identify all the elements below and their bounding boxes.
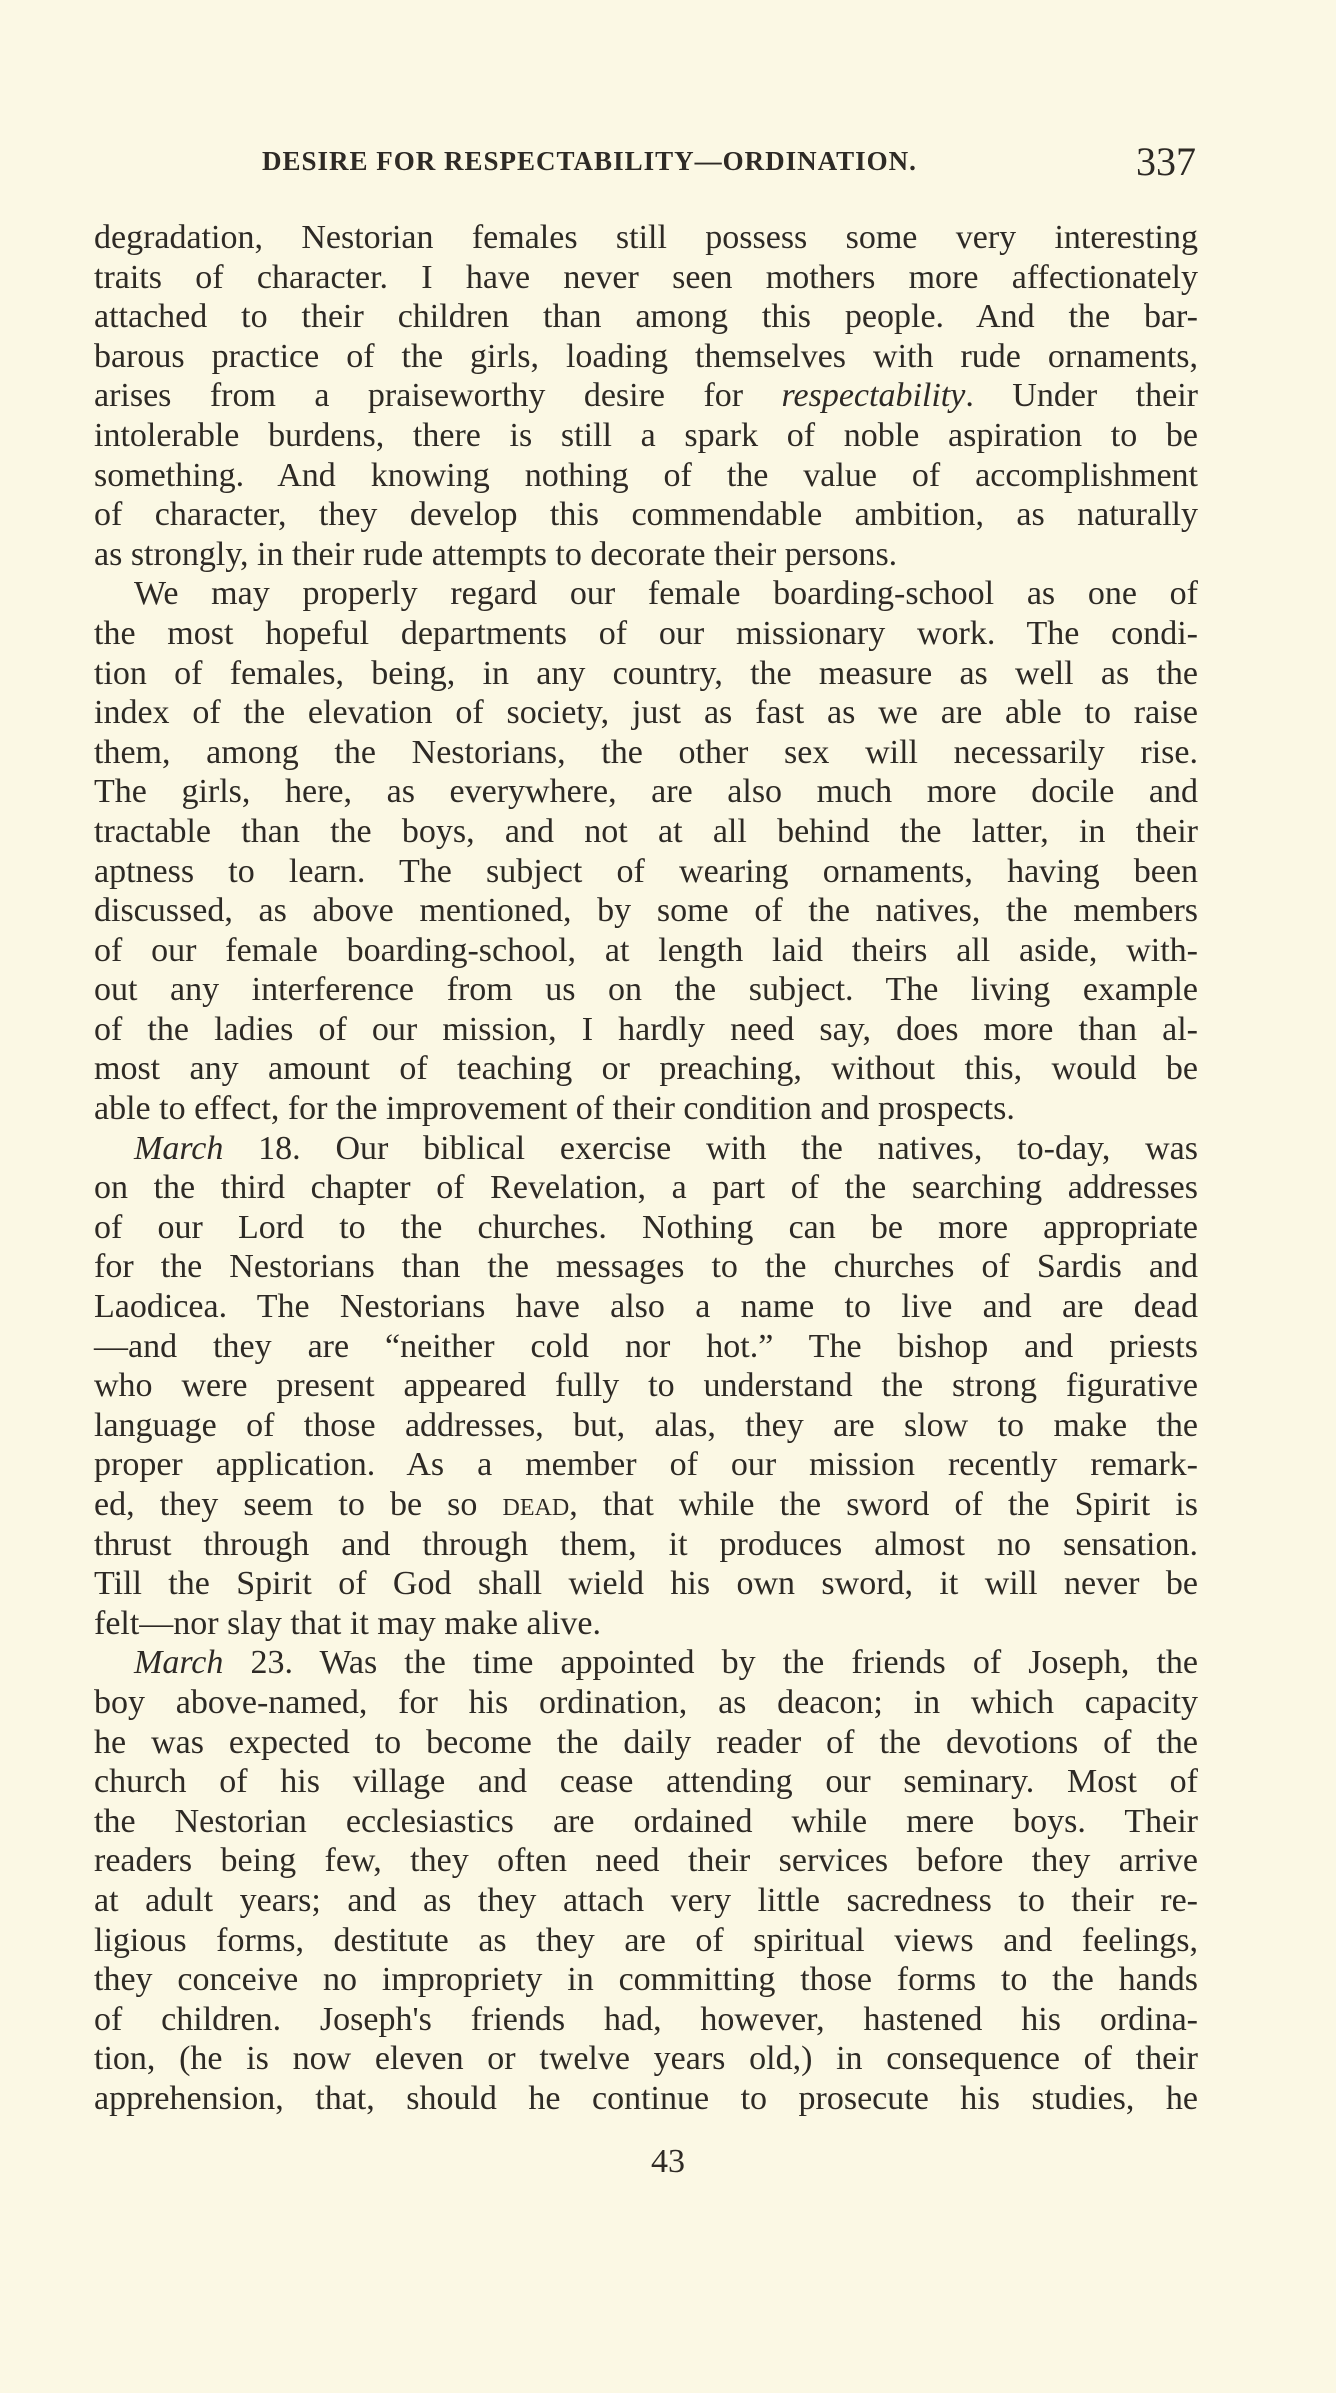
text-line: who were present appeared fully to understand the strong figurative [94,1367,1198,1405]
text-line: traits of character. I have never seen mothers more affectionately [94,258,1198,296]
text-line [94,1643,1198,1683]
text-segment: , that while the sword of the Spirit is [569,1486,1198,1523]
text-line: index of the elevation of society, just as fast as we are able to raise [94,694,1198,732]
text-line: of character, they develop this commendable ambition, as naturally [94,496,1198,534]
text-line: Till the Spirit of God shall wield his own sword, it will never be [94,1565,1198,1603]
text-line: most any amount of teaching or preaching, without this, would be [94,1050,1198,1088]
text-line: something. And knowing nothing of the value of accomplishment [94,456,1198,494]
text-line: ligious forms, destitute as they are of spiritual views and feelings, [94,1921,1198,1959]
italic-text: respectability [781,377,966,415]
text-line: aptness to learn. The subject of wearing ornaments, having been [94,852,1198,890]
text-line: at adult years; and as they attach very little sacredness to their re- [94,1881,1198,1919]
italic-text: March [134,1129,224,1167]
text-line: degradation, Nestorian females still possess some very interesting [94,219,1198,256]
text-line: Laodicea. The Nestorians have also a name to live and are dead [94,1288,1198,1326]
text-line: tractable than the boys, and not at all behind the latter, in their [94,812,1198,850]
running-title: DESIRE FOR RESPECTABILITY—ORDINATION. [262,146,917,176]
running-header [262,138,1196,188]
text-line: We may properly regard our female boarding-school as one of [134,575,1198,613]
paragraph [94,574,1198,1128]
text-line: out any interference from us on the subject. The living example [94,971,1198,1009]
text-line [94,376,1198,416]
text-line: tion of females, being, in any country, the measure as well as the [94,654,1198,692]
text-line: church of his village and cease attending our seminary. Most of [94,1763,1198,1801]
text-line: language of those addresses, but, alas, they are slow to make the [94,1406,1198,1444]
text-line: barous practice of the girls, loading themselves with rude ornaments, [94,337,1198,375]
body-text [94,218,1198,2119]
text-line: of the ladies of our mission, I hardly need say, does more than al- [94,1010,1198,1048]
text-line: of our Lord to the churches. Nothing can be more appropriate [94,1208,1198,1246]
text-line: boy above-named, for his ordination, as deacon; in which capacity [94,1683,1198,1721]
text-line: tion, (he is now eleven or twelve years old,) in consequence of their [94,2040,1198,2078]
text-line: of our female boarding-school, at length laid theirs all aside, with- [94,931,1198,969]
text-line: readers being few, they often need their services before they arrive [94,1842,1198,1880]
text-segment: . Under their [965,377,1198,415]
text-line: apprehension, that, should he continue to prosecute his studies, he [94,2079,1198,2117]
italic-text: March [134,1644,224,1682]
text-line: thrust through and through them, it produces almost no sensation. [94,1525,1198,1563]
text-line [94,1485,1198,1525]
signature-mark: 43 [651,2143,685,2180]
text-line: able to effect, for the improvement of their condition and prospects. [94,1090,1015,1128]
text-line: on the third chapter of Revelation, a part of the searching addresses [94,1169,1198,1207]
text-segment: ed, they seem to be so [94,1486,503,1523]
paragraph [94,1129,1198,1644]
text-line: intolerable burdens, there is still a spark of noble aspiration to be [94,416,1198,454]
text-segment: arises from a praiseworthy desire for [94,377,782,415]
text-line: for the Nestorians than the messages to the churches of Sardis and [94,1248,1198,1286]
text-line: as strongly, in their rude attempts to decorate their persons. [94,535,898,573]
text-line: discussed, as above mentioned, by some of the natives, the members [94,892,1198,930]
text-line: of children. Joseph's friends had, however, hastened his ordina- [94,2000,1198,2038]
text-line: the most hopeful departments of our missionary work. The condi- [94,614,1198,652]
text-line: The girls, here, as everywhere, are also much more docile and [94,773,1198,811]
text-line: attached to their children than among this people. And the bar- [94,298,1198,336]
text-line: them, among the Nestorians, the other sex will necessarily rise. [94,733,1198,771]
text-line: —and they are “neither cold nor hot.” The bishop and priests [94,1327,1198,1365]
text-segment: 18. Our biblical exercise with the natives, to-day, was [223,1129,1198,1167]
page-number: 337 [1136,139,1196,184]
text-segment: 23. Was the time appointed by the friends of Joseph, the [223,1644,1198,1682]
text-line: proper application. As a member of our mission recently remark- [94,1446,1198,1484]
paragraph [94,218,1198,574]
text-line: he was expected to become the daily reader of the devotions of the [94,1723,1198,1761]
text-line: they conceive no impropriety in committing those forms to the hands [94,1961,1198,1999]
paragraph [94,1643,1198,2118]
text-line [94,1129,1198,1169]
text-line: felt—nor slay that it may make alive. [94,1604,602,1642]
text-line: the Nestorian ecclesiastics are ordained while mere boys. Their [94,1802,1198,1840]
small-caps-text: dead [502,1486,570,1523]
